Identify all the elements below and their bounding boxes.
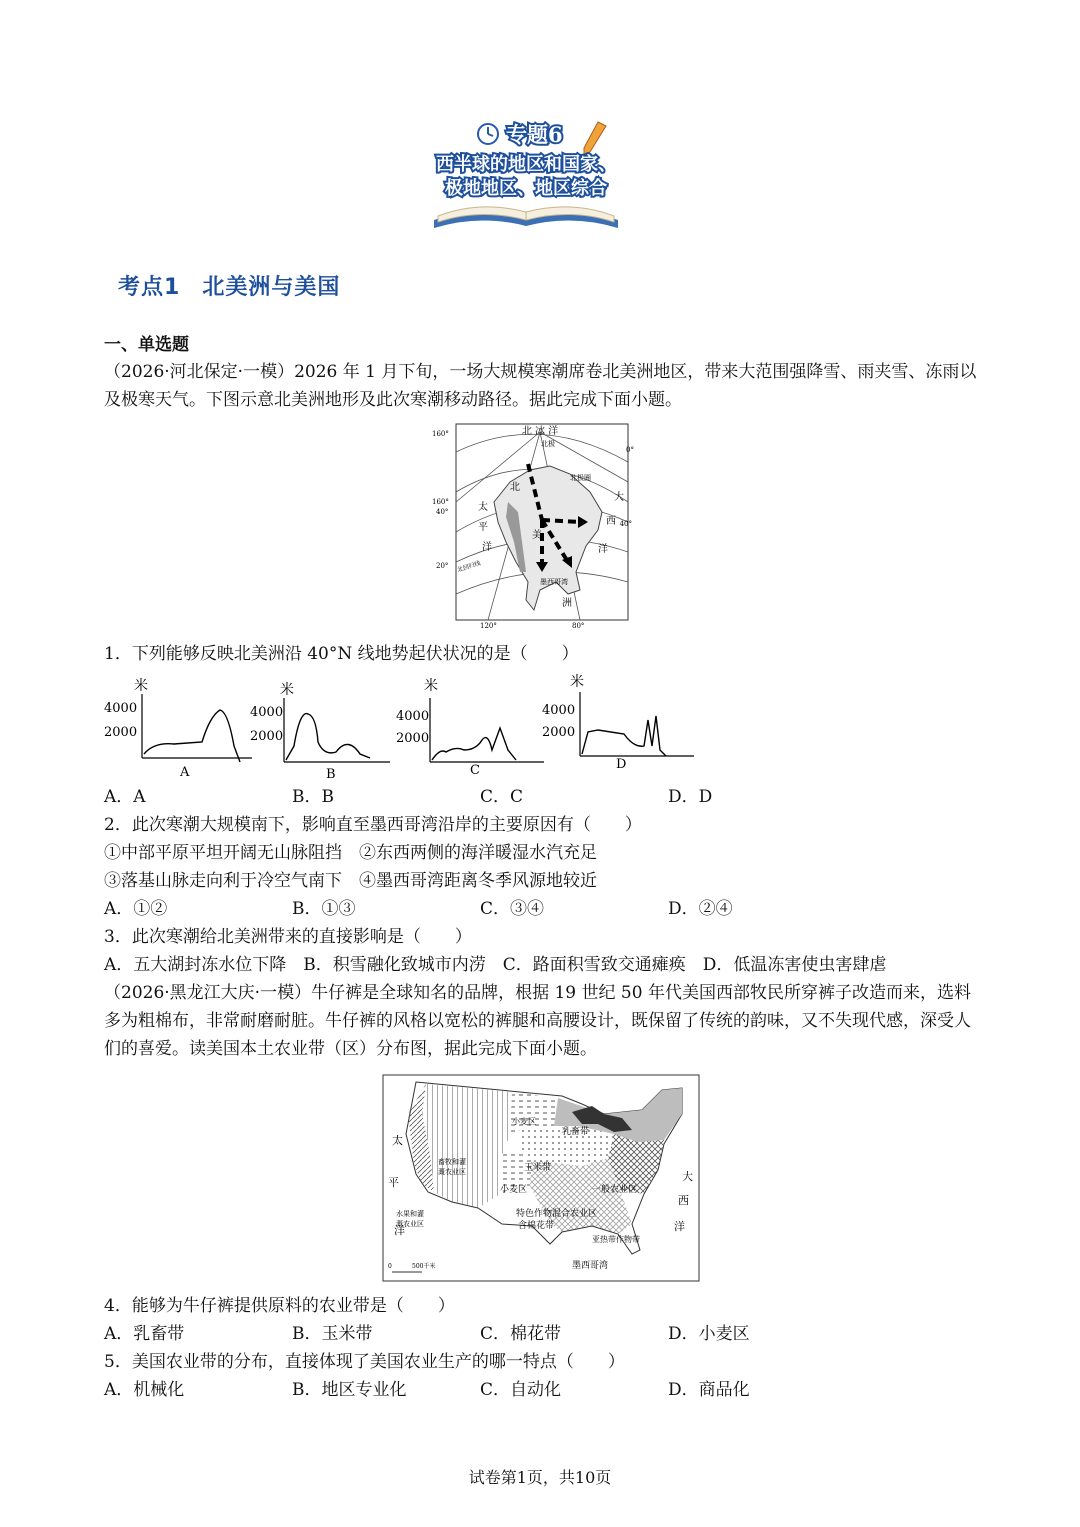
map2-gulf: 墨西哥湾 <box>572 1261 609 1271</box>
map1-north-pole: 北极 <box>541 440 555 448</box>
profile-c-unit: 米 <box>424 678 438 694</box>
map1-arctic-circle: 北极圈 <box>570 474 591 482</box>
map1-continent-2: 美 <box>532 530 542 541</box>
map2-scale-zero: 0 <box>388 1263 392 1270</box>
map1-continent-1: 北 <box>510 482 520 493</box>
map2-mixed-2: 含棉花带 <box>518 1221 555 1231</box>
map1-atlantic-2: 西 <box>606 516 616 527</box>
topic-banner <box>430 112 622 236</box>
map2-wheat-mid: 小麦区 <box>500 1185 528 1195</box>
north-america-map <box>430 422 634 632</box>
map2-subtropical: 亚热带作物带 <box>592 1235 640 1244</box>
section-heading <box>118 270 340 301</box>
banner-line1: 专题6 <box>506 122 563 147</box>
profile-d-tick-high: 4000 <box>542 703 576 718</box>
map2-atlantic-1: 大 <box>682 1170 693 1183</box>
question-3-stem: 3．此次寒潮给北美洲带来的直接影响是（ ） <box>104 927 472 947</box>
q5-option-c[interactable]: C．自动化 <box>480 1380 562 1400</box>
profile-c-tick-low: 2000 <box>396 731 430 746</box>
map1-pacific-3: 洋 <box>482 542 492 553</box>
profile-c-tick-high: 4000 <box>396 709 430 724</box>
q5-option-d[interactable]: D．商品化 <box>668 1380 750 1400</box>
map1-tropic: 北回归线 <box>456 559 482 574</box>
profile-a-tick-low: 2000 <box>104 725 138 740</box>
q1-option-c[interactable]: C．C <box>480 787 524 807</box>
map1-lat-40-left: 40° <box>436 508 449 516</box>
map1-lat-40-right: 40° <box>619 520 632 528</box>
question-1-stem: 1．下列能够反映北美洲沿 40°N 线地势起伏状况的是（ ） <box>104 644 579 664</box>
map2-pacific-1: 太 <box>392 1134 403 1147</box>
q5-option-a[interactable]: A．机械化 <box>104 1380 185 1400</box>
q4-option-d[interactable]: D．小麦区 <box>668 1324 750 1344</box>
map2-pacific-2: 平 <box>388 1176 399 1189</box>
map1-atlantic-3: 洋 <box>598 544 608 555</box>
profile-b-unit: 米 <box>280 682 294 698</box>
profile-d <box>542 673 694 772</box>
page-footer: 试卷第1页，共10页 <box>468 1468 612 1487</box>
map1-arctic-ocean: 北 冰 洋 <box>521 426 559 437</box>
map2-ranching-2: 溉农业区 <box>438 1168 466 1176</box>
map2-fruit-2: 溉农业区 <box>396 1220 424 1228</box>
profile-c-letter: C <box>470 763 480 778</box>
us-agriculture-map <box>382 1074 700 1282</box>
question-type-heading: 一、单选题 <box>104 335 189 355</box>
profile-a <box>104 677 252 780</box>
map1-pacific-2: 平 <box>478 522 488 533</box>
q2-option-c[interactable]: C．③④ <box>480 899 545 919</box>
map1-lon-0: 0° <box>626 446 634 454</box>
map2-atlantic-2: 西 <box>678 1194 689 1207</box>
q2-item-line-2: ③落基山脉走向利于冷空气南下 ④墨西哥湾距离冬季风源地较近 <box>104 871 597 891</box>
map2-mixed-1: 特色作物混合农业区 <box>516 1209 598 1219</box>
q2-option-a[interactable]: A．①② <box>104 899 168 919</box>
map1-gulf: 墨西哥湾 <box>540 578 568 586</box>
profile-d-tick-low: 2000 <box>542 725 576 740</box>
q4-option-b[interactable]: B．玉米带 <box>292 1324 373 1344</box>
terrain-profiles <box>104 676 704 782</box>
profile-d-unit: 米 <box>570 674 584 690</box>
q1-option-d[interactable]: D．D <box>668 787 713 807</box>
map2-scale: 500千米 <box>412 1263 436 1270</box>
profile-c <box>396 677 544 778</box>
map2-dairy: 乳畜带 <box>562 1127 590 1137</box>
q2-option-b[interactable]: B．①③ <box>292 899 356 919</box>
intro-paragraph-2: （2026·黑龙江大庆·一模）牛仔裤是全球知名的品牌，根据 19 世纪 50 年代美国西部牧民所穿裤子改造而来，选料多为粗棉布，非常耐磨耐脏。牛仔裤的风格以宽松的裤腿和高腰设计，既保留了传统的韵味，又不失现代感，深受人们的喜爱。读美国本土农业带（区）分布图，据此完成下面小题。 <box>104 983 971 1059</box>
q3-options[interactable]: A．五大湖封冻水位下降 B．积雪融化致城市内涝 C．路面积雪致交通瘫痪 D．低温冻害使虫害肆虐 <box>104 955 887 975</box>
q4-option-c[interactable]: C．棉花带 <box>480 1324 562 1344</box>
map1-lon-80: 80° <box>572 622 585 630</box>
profile-a-letter: A <box>180 765 190 780</box>
q4-option-a[interactable]: A．乳畜带 <box>104 1324 185 1344</box>
map2-fruit-1: 水果和灌 <box>396 1210 424 1218</box>
map2-atlantic-3: 洋 <box>674 1220 685 1233</box>
map1-lon-120: 120° <box>480 622 497 630</box>
intro-paragraph-1: （2026·河北保定·一模）2026 年 1 月下旬，一场大规模寒潮席卷北美洲地区，带来大范围强降雪、雨夹雪、冻雨以及极寒天气。下图示意北美洲地形及此次寒潮移动路径。据此完成下面小题。 <box>104 362 977 410</box>
q2-option-d[interactable]: D．②④ <box>668 899 733 919</box>
profile-a-tick-high: 4000 <box>104 701 138 716</box>
question-4-stem: 4．能够为牛仔裤提供原料的农业带是（ ） <box>104 1296 455 1316</box>
kaodian-number: 考点1 <box>118 275 181 300</box>
map2-wheat-north: 小麦区 <box>512 1117 536 1126</box>
profile-b <box>250 681 390 782</box>
banner-line2: 西半球的地区和国家、 <box>436 154 616 175</box>
map2-general: 一般农业区 <box>592 1185 638 1195</box>
question-2-stem: 2．此次寒潮大规模南下，影响直至墨西哥湾沿岸的主要原因有（ ） <box>104 815 642 835</box>
map1-lat-160-top: 160° <box>432 430 449 438</box>
profile-d-letter: D <box>616 757 627 772</box>
profile-b-tick-high: 4000 <box>250 705 284 720</box>
map1-lat-160-mid: 160° <box>432 498 449 506</box>
q1-option-a[interactable]: A．A <box>104 787 146 807</box>
question-5-stem: 5．美国农业带的分布，直接体现了美国农业生产的哪一特点（ ） <box>104 1352 625 1372</box>
map2-pacific-3: 洋 <box>394 1224 405 1237</box>
map1-atlantic-1: 大 <box>614 492 624 503</box>
q2-item-line-1: ①中部平原平坦开阔无山脉阻挡 ②东西两侧的海洋暖湿水汽充足 <box>104 843 597 863</box>
banner-line3: 极地地区、地区综合 <box>445 178 607 199</box>
profile-b-letter: B <box>326 767 336 782</box>
map2-ranching-1: 畜牧和灌 <box>438 1158 466 1166</box>
map1-continent-3: 洲 <box>562 598 572 609</box>
profile-a-unit: 米 <box>134 678 148 694</box>
map1-pacific-1: 太 <box>478 502 488 513</box>
profile-b-tick-low: 2000 <box>250 729 284 744</box>
q5-option-b[interactable]: B．地区专业化 <box>292 1380 407 1400</box>
map2-corn: 玉米带 <box>524 1163 552 1173</box>
map1-lat-20: 20° <box>436 562 449 570</box>
kaodian-title: 北美洲与美国 <box>202 275 341 300</box>
q1-option-b[interactable]: B．B <box>292 787 334 807</box>
